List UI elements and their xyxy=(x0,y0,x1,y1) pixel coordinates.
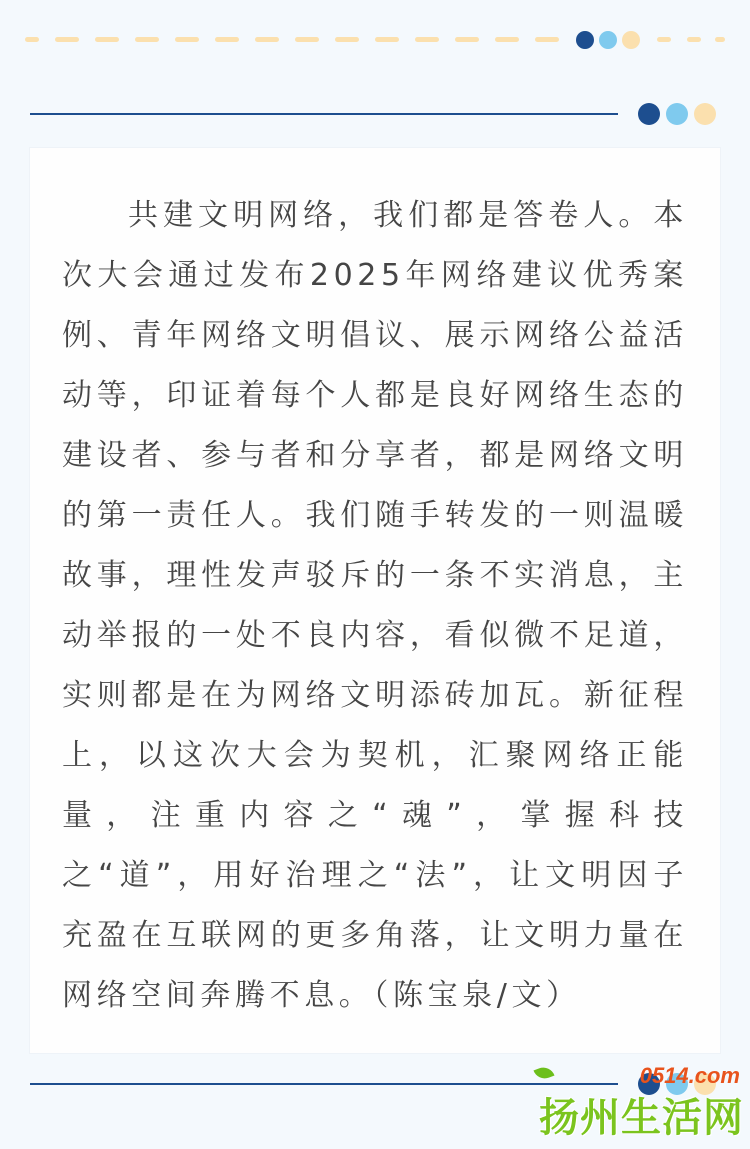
navy-dot xyxy=(576,31,594,49)
divider-dash xyxy=(455,37,479,42)
upper-rule xyxy=(30,113,618,115)
cream-dot xyxy=(622,31,640,49)
article-paragraph: 共建文明网络，我们都是答卷人。本次大会通过发布2025年网络建议优秀案例、青年网络文明倡议、展示网络公益活动等，印证着每个人都是良好网络生态的建设者、参与者和分享者，都是网络文明的第一责任人。我们随手转发的一则温暖故事，理性发声驳斥的一条不实消息，主动举报的一处不良内容，看似微不足道，实则都是在为网络文明添砖加瓦。新征程上，以这次大会为契机，汇聚网络正能量，注重内容之“魂”，掌握科技之“道”，用好治理之“法”，让文明因子充盈在互联网的更多角落，让文明力量在网络空间奔腾不息。（陈宝泉/文） xyxy=(62,198,688,1013)
divider-dash xyxy=(415,37,439,42)
divider-dash xyxy=(95,37,119,42)
sky-dot xyxy=(666,103,688,125)
divider-dash xyxy=(135,37,159,42)
site-watermark-logo xyxy=(529,1063,744,1143)
divider-dash xyxy=(255,37,279,42)
navy-dot xyxy=(638,103,660,125)
divider-dash xyxy=(657,37,671,42)
divider-dash xyxy=(495,37,519,42)
watermark-url: 0514.com xyxy=(639,1063,740,1088)
divider-dash xyxy=(25,37,39,42)
divider-dash xyxy=(715,37,725,42)
divider-dash xyxy=(175,37,199,42)
divider-dash xyxy=(55,37,79,42)
divider-dash xyxy=(215,37,239,42)
sky-dot xyxy=(599,31,617,49)
divider-dash xyxy=(295,37,319,42)
divider-dash xyxy=(535,37,559,42)
divider-dash xyxy=(687,37,701,42)
top-dashed-divider xyxy=(25,35,725,45)
divider-dash xyxy=(375,37,399,42)
cream-dot xyxy=(694,103,716,125)
divider-dash xyxy=(335,37,359,42)
watermark-site-name: 扬州生活网 xyxy=(539,1095,744,1141)
leaf-icon xyxy=(533,1064,554,1081)
